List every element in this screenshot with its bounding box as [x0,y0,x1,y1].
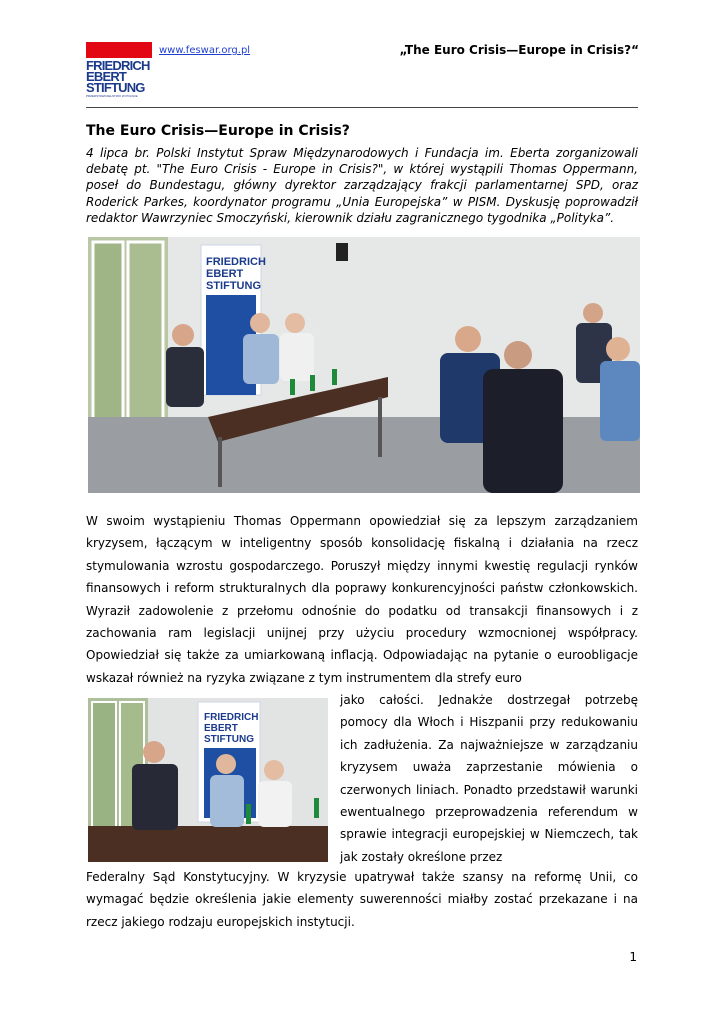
small-banner-line-1: FRIEDRICH [204,712,259,723]
article-lead: 4 lipca br. Polski Instytut Spraw Międzynarodowych i Fundacja im. Eberta zorganizowali debatę pt. "The Euro Crisis - Europe in Crisis?", w której wystąpili Thomas Oppermann, poseł do Bundestagu, główny dyrektor zarządzający frakcji parlamentarnej SPD, oraz Roderick Parkes, koordynator programu „Unia Europejska” w PISM. Dyskusję poprowadził redaktor Wawrzyniec Smoczyński, kierownik działu zagranicznego tygodnika „Polityka”. [86,146,638,225]
banner-line-2: EBERT [206,268,244,280]
small-banner-line-3: STIFTUNG [204,734,254,745]
article-title: The Euro Crisis—Europe in Crisis? [86,123,350,139]
header-divider [86,107,638,108]
website-link[interactable]: www.feswar.org.pl [159,45,251,56]
debate-photo-main [88,237,640,493]
header-title: „The Euro Crisis—Europe in Crisis?“ [399,43,639,57]
article-paragraph-1: W swoim wystąpieniu Thomas Oppermann opowiedział się za lepszym zarządzaniem kryzysem, łączącym w inteligentny sposób konsolidację fiskalną i działania na rzecz stymulowania wzrostu gospodarczego. Poruszył między innymi kwestię regulacji rynków finansowych i reform strukturalnych dla poprawy konkurencyjności państw członkowskich. Wyraził zadowolenie z przełomu odnośnie do podatku od transakcji finansowych i z zachowania ram legislacji unijnej przy użyciu procedury wzmocnionej współpracy. Opowiedział się także za umiarkowaną inflacją. Odpowiadając na pytanie o euroobligacje wskazał również na ryzyka związane z tym instrumentem dla strefy euro [86,514,638,685]
banner-line-1: FRIEDRICH [206,256,266,268]
logo-subtitle: PRZEDSTAWICIELSTWO W POLSCE [86,94,138,98]
article-paragraph-bottom: Federalny Sąd Konstytucyjny. W kryzysie upatrywał także szansy na reformę Unii, co wymagać będzie określenia jakie elementy suwerenności miałby zostać przekazane i na rzecz jakiego rodzaju europejskich instytucji. [86,870,638,929]
logo-red-bar [86,42,152,58]
logo-line-3: STIFTUNG [86,80,145,95]
article-paragraph-right: jako całości. Jednakże dostrzegał potrzebę pomocy dla Włoch i Hiszpanii przy redukowaniu ich zadłużenia. Za najważniejsze w zarządzaniu kryzysem uważa zaprzestanie mówienia o czerwonych liniach. Ponadto przedstawił warunki ewentualnego przeprowadzenia referendum w sprawie integracji europejskiej w Niemczech, tak jak zostały określone przez [340,693,638,864]
page-number: 1 [629,950,637,964]
small-banner-line-2: EBERT [204,723,238,734]
logo-wordmark [86,60,154,98]
banner-line-3: STIFTUNG [206,280,261,292]
logo-line-1: FRIEDRICH [86,58,150,73]
logo-line-2: EBERT [86,69,127,84]
debate-photo-small [88,698,328,862]
fes-logo [86,42,154,98]
